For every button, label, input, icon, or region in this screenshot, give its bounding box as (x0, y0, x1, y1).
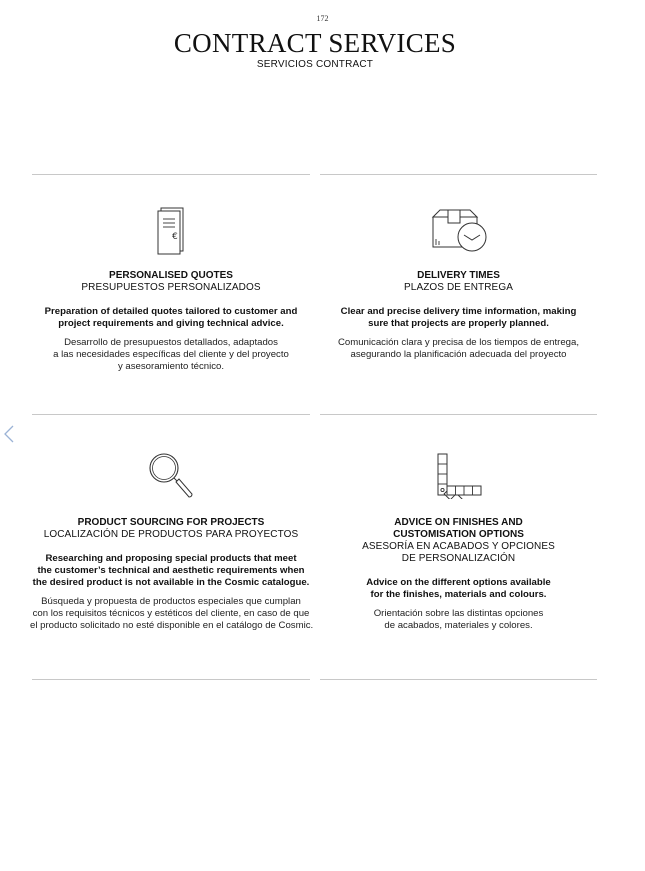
package-clock-icon (430, 209, 488, 253)
page-subtitle: SERVICIOS CONTRACT (256, 59, 374, 70)
divider (320, 679, 597, 680)
magnifying-glass-icon (146, 451, 196, 501)
card-heading-spanish: LOCALIZACIÓN DE PRODUCTOS PARA PROYECTOS (43, 529, 299, 540)
card-description: Advice on the different options available for the finishes, materials and colours. (366, 577, 551, 600)
divider (32, 679, 310, 680)
card-description-spanish: Búsqueda y propuesta de productos especiales que cumplan con los requisitos técnicos y estéticos del cliente, en caso de que el producto solicitado no esté disponible en el catálogo de Cosmic. (30, 596, 314, 631)
card-heading-spanish: PRESUPUESTOS PERSONALIZADOS (81, 282, 261, 293)
card-heading: ADVICE ON FINISHES AND CUSTOMISATION OPTIONS (393, 517, 524, 540)
service-card-finishes-advice (318, 415, 599, 675)
page-title: CONTRACT SERVICES (173, 28, 457, 58)
svg-text:€: € (172, 232, 178, 242)
card-description-spanish: Orientación sobre las distintas opciones de acabados, materiales y colores. (373, 608, 544, 631)
card-description-spanish: Comunicación clara y precisa de los tiempos de entrega, asegurando la planificación adecuada del proyecto (337, 337, 580, 360)
card-heading: DELIVERY TIMES (417, 270, 500, 281)
service-card-product-sourcing (30, 415, 312, 675)
service-card-personalised-quotes (30, 175, 312, 410)
card-heading: PRODUCT SOURCING FOR PROJECTS (77, 517, 265, 528)
previous-page-arrow-icon[interactable] (2, 424, 16, 444)
card-heading-spanish: PLAZOS DE ENTREGA (404, 282, 513, 293)
service-card-delivery-times (318, 175, 599, 410)
color-swatch-fan-icon (435, 451, 483, 499)
page-number: 172 (316, 14, 329, 23)
card-description: Researching and proposing special products that meet the customer’s technical and aesthetic requirements when the desired product is not available in the Cosmic catalogue. (32, 553, 310, 588)
card-description: Clear and precise delivery time information, making sure that projects are properly planned. (340, 306, 577, 329)
card-description: Preparation of detailed quotes tailored to customer and project requirements and giving technical advice. (44, 306, 298, 329)
card-description-spanish: Desarrollo de presupuestos detallados, adaptados a las necesidades específicas del cliente y del proyecto y asesoramiento técnico. (53, 337, 289, 372)
card-heading: PERSONALISED QUOTES (109, 270, 233, 281)
card-heading-spanish: ASESORÍA EN ACABADOS Y OPCIONES DE PERSONALIZACIÓN (362, 541, 555, 564)
invoice-euro-icon (153, 207, 189, 255)
